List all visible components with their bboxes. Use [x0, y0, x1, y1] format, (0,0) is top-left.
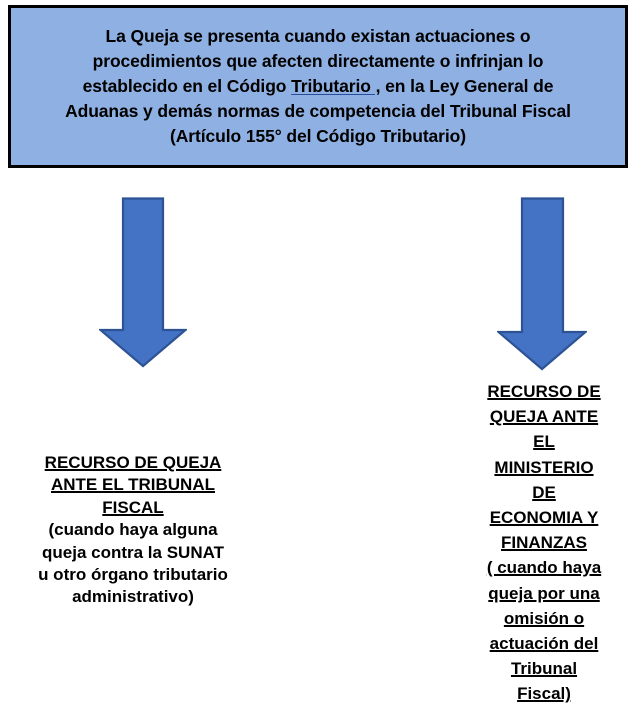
statement-box	[8, 5, 628, 168]
heading-line-7: FINANZAS	[501, 533, 587, 553]
heading-line-1: RECURSO DE QUEJA	[44, 453, 222, 472]
statement-text	[28, 24, 608, 149]
detail-line-1: ( cuando haya	[486, 558, 602, 578]
detail-line-3: omisión o	[503, 608, 585, 628]
statement-line-5: (Artículo 155° del Código Tributario)	[170, 126, 466, 146]
outcome-tribunal-fiscal-detail	[8, 519, 258, 609]
arrow-down-icon	[99, 197, 187, 368]
detail-line-3: u otro órgano tributario	[38, 565, 228, 585]
detail-line-1: (cuando haya alguna	[48, 520, 218, 540]
statement-line-2: procedimientos que afecten directamente o infrinjan lo	[92, 51, 544, 71]
statement-line-3-before-link: establecido en el Código	[82, 76, 292, 96]
heading-line-6: ECONOMIA Y	[489, 508, 599, 528]
outcome-tribunal-fiscal	[8, 452, 258, 609]
heading-line-5: DE	[532, 482, 556, 502]
heading-line-2: ANTE EL TRIBUNAL	[50, 475, 215, 495]
outcome-ministerio-detail	[468, 555, 620, 706]
heading-line-3: FISCAL	[102, 497, 164, 517]
detail-line-6: Fiscal)	[517, 684, 571, 704]
heading-line-4: MINISTERIO	[494, 457, 594, 477]
arrow-right	[497, 197, 587, 371]
heading-line-3: EL	[533, 432, 555, 452]
tributario-link[interactable]: Tributario ,	[291, 76, 381, 96]
detail-line-4: actuación del	[489, 634, 599, 654]
statement-line-1: La Queja se presenta cuando existan actuaciones o	[105, 26, 531, 46]
detail-line-2: queja contra la SUNAT	[42, 542, 224, 562]
heading-line-1: RECURSO DE	[487, 382, 601, 401]
detail-line-5: Tribunal	[510, 659, 578, 679]
arrow-left	[99, 197, 187, 368]
outcome-ministerio-economia-finanzas	[468, 379, 620, 707]
heading-line-2: QUEJA ANTE	[489, 407, 599, 427]
statement-line-4: Aduanas y demás normas de competencia del Tribunal Fiscal	[65, 101, 571, 121]
detail-line-2: queja por una	[488, 583, 600, 603]
detail-line-4: administrativo)	[72, 587, 194, 607]
outcome-tribunal-fiscal-heading	[8, 452, 258, 519]
outcome-ministerio-heading	[468, 379, 620, 555]
arrow-down-icon	[497, 197, 587, 371]
statement-line-3-after-link: en la Ley General de	[380, 76, 554, 96]
